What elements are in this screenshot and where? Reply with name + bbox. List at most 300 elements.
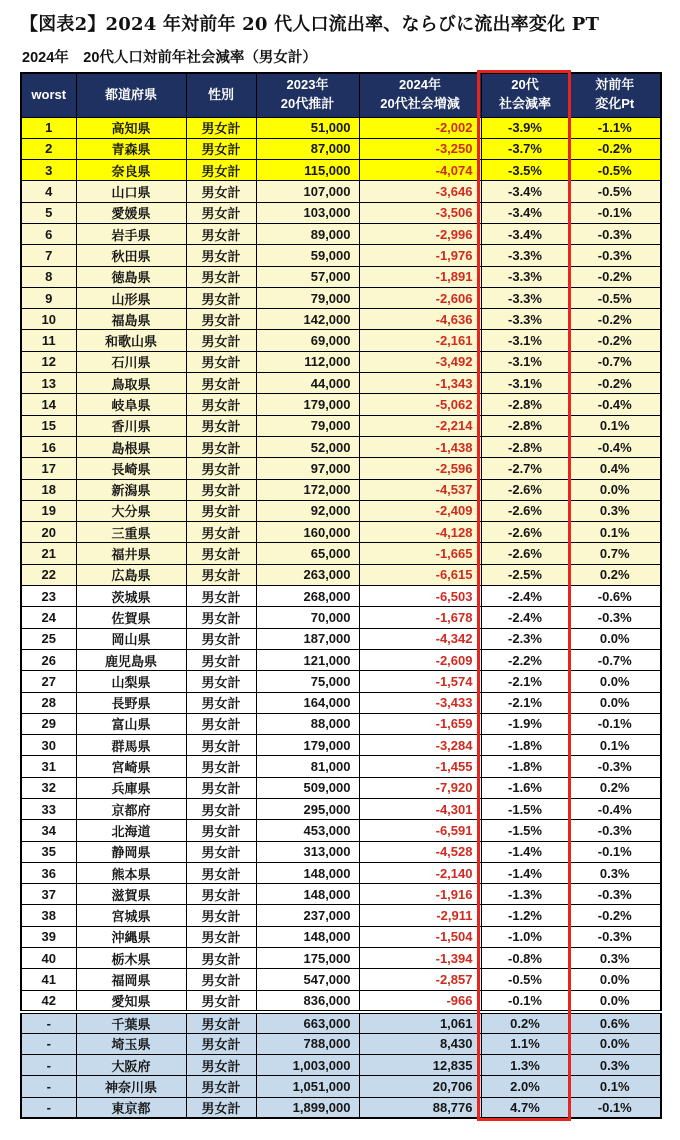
rank-cell: 28 xyxy=(21,692,76,713)
table-row xyxy=(21,373,661,394)
sex-cell: 男女計 xyxy=(186,373,256,394)
change2024-cell: -2,596 xyxy=(359,458,481,479)
pop2023-cell: 92,000 xyxy=(256,500,359,521)
pop2023-cell: 453,000 xyxy=(256,820,359,841)
prefecture-cell: 愛知県 xyxy=(76,990,186,1012)
changept-cell: -0.2% xyxy=(569,266,661,287)
prefecture-cell: 栃木県 xyxy=(76,948,186,969)
change2024-cell: -5,062 xyxy=(359,394,481,415)
rate-cell: -3.9% xyxy=(481,117,569,138)
prefecture-cell: 沖縄県 xyxy=(76,926,186,947)
rank-cell: - xyxy=(21,1054,76,1075)
change2024-cell: -6,615 xyxy=(359,564,481,585)
changept-cell: -0.1% xyxy=(569,1097,661,1118)
rank-cell: 2 xyxy=(21,138,76,159)
rate-cell: 2.0% xyxy=(481,1076,569,1097)
changept-cell: 0.1% xyxy=(569,1076,661,1097)
pop2023-cell: 97,000 xyxy=(256,458,359,479)
pop2023-cell: 115,000 xyxy=(256,160,359,181)
change2024-cell: -1,574 xyxy=(359,671,481,692)
table-row xyxy=(21,820,661,841)
rank-cell: 33 xyxy=(21,799,76,820)
pop2023-cell: 148,000 xyxy=(256,926,359,947)
table-row xyxy=(21,351,661,372)
table-row xyxy=(21,1054,661,1075)
rank-cell: 3 xyxy=(21,160,76,181)
change2024-cell: -2,606 xyxy=(359,287,481,308)
pop2023-cell: 263,000 xyxy=(256,564,359,585)
changept-cell: -0.6% xyxy=(569,586,661,607)
rank-cell: 35 xyxy=(21,841,76,862)
sex-cell: 男女計 xyxy=(186,1033,256,1054)
rank-cell: 21 xyxy=(21,543,76,564)
rank-cell: 9 xyxy=(21,287,76,308)
changept-cell: -0.5% xyxy=(569,160,661,181)
prefecture-cell: 熊本県 xyxy=(76,862,186,883)
rate-cell: -2.7% xyxy=(481,458,569,479)
table-row xyxy=(21,586,661,607)
table-row xyxy=(21,607,661,628)
sex-cell: 男女計 xyxy=(186,777,256,798)
table-row xyxy=(21,905,661,926)
prefecture-cell: 福岡県 xyxy=(76,969,186,990)
rate-cell: -1.0% xyxy=(481,926,569,947)
table-row xyxy=(21,862,661,883)
sex-cell: 男女計 xyxy=(186,926,256,947)
prefecture-cell: 北海道 xyxy=(76,820,186,841)
sex-cell: 男女計 xyxy=(186,820,256,841)
change2024-cell: -1,394 xyxy=(359,948,481,969)
sex-cell: 男女計 xyxy=(186,1054,256,1075)
table-row xyxy=(21,415,661,436)
table-row xyxy=(21,777,661,798)
rate-cell: -3.1% xyxy=(481,373,569,394)
rate-cell: -3.1% xyxy=(481,351,569,372)
header-cell-changept: 対前年 変化Pt xyxy=(569,73,661,117)
sex-cell: 男女計 xyxy=(186,564,256,585)
sex-cell: 男女計 xyxy=(186,522,256,543)
changept-cell: -0.3% xyxy=(569,820,661,841)
changept-cell: -1.1% xyxy=(569,117,661,138)
change2024-cell: 88,776 xyxy=(359,1097,481,1118)
pop2023-cell: 836,000 xyxy=(256,990,359,1012)
sex-cell: 男女計 xyxy=(186,990,256,1012)
rate-cell: -1.5% xyxy=(481,799,569,820)
changept-cell: -0.4% xyxy=(569,436,661,457)
rank-cell: 19 xyxy=(21,500,76,521)
change2024-cell: -2,996 xyxy=(359,223,481,244)
pop2023-cell: 52,000 xyxy=(256,436,359,457)
change2024-cell: -2,409 xyxy=(359,500,481,521)
prefecture-cell: 佐賀県 xyxy=(76,607,186,628)
rate-cell: -1.6% xyxy=(481,777,569,798)
changept-cell: 0.1% xyxy=(569,522,661,543)
sex-cell: 男女計 xyxy=(186,245,256,266)
pop2023-cell: 65,000 xyxy=(256,543,359,564)
change2024-cell: -3,284 xyxy=(359,735,481,756)
sex-cell: 男女計 xyxy=(186,309,256,330)
table-row xyxy=(21,692,661,713)
rank-cell: - xyxy=(21,1097,76,1118)
rank-cell: 24 xyxy=(21,607,76,628)
pop2023-cell: 160,000 xyxy=(256,522,359,543)
table-row xyxy=(21,990,661,1012)
sex-cell: 男女計 xyxy=(186,884,256,905)
changept-cell: -0.1% xyxy=(569,841,661,862)
prefecture-cell: 岐阜県 xyxy=(76,394,186,415)
rate-cell: 1.3% xyxy=(481,1054,569,1075)
rank-cell: 4 xyxy=(21,181,76,202)
rank-cell: 1 xyxy=(21,117,76,138)
changept-cell: -0.4% xyxy=(569,799,661,820)
pop2023-cell: 175,000 xyxy=(256,948,359,969)
change2024-cell: -4,074 xyxy=(359,160,481,181)
changept-cell: -0.2% xyxy=(569,330,661,351)
pop2023-cell: 148,000 xyxy=(256,884,359,905)
change2024-cell: -2,002 xyxy=(359,117,481,138)
table-row xyxy=(21,117,661,138)
sex-cell: 男女計 xyxy=(186,713,256,734)
pop2023-cell: 547,000 xyxy=(256,969,359,990)
changept-cell: 0.0% xyxy=(569,969,661,990)
changept-cell: 0.4% xyxy=(569,458,661,479)
table-row xyxy=(21,671,661,692)
table-row xyxy=(21,522,661,543)
table-wrap xyxy=(20,72,662,1119)
sex-cell: 男女計 xyxy=(186,862,256,883)
changept-cell: -0.3% xyxy=(569,756,661,777)
change2024-cell: -1,678 xyxy=(359,607,481,628)
changept-cell: -0.2% xyxy=(569,905,661,926)
rank-cell: 27 xyxy=(21,671,76,692)
prefecture-cell: 高知県 xyxy=(76,117,186,138)
table-row xyxy=(21,458,661,479)
prefecture-cell: 徳島県 xyxy=(76,266,186,287)
header-cell-worst: worst xyxy=(21,73,76,117)
sex-cell: 男女計 xyxy=(186,330,256,351)
changept-cell: -0.4% xyxy=(569,394,661,415)
prefecture-cell: 愛媛県 xyxy=(76,202,186,223)
rate-cell: -3.4% xyxy=(481,202,569,223)
rate-cell: -2.4% xyxy=(481,607,569,628)
table-row xyxy=(21,202,661,223)
sex-cell: 男女計 xyxy=(186,628,256,649)
rate-cell: -3.5% xyxy=(481,160,569,181)
sex-cell: 男女計 xyxy=(186,117,256,138)
sex-cell: 男女計 xyxy=(186,181,256,202)
rate-cell: -0.5% xyxy=(481,969,569,990)
change2024-cell: -2,214 xyxy=(359,415,481,436)
prefecture-cell: 新潟県 xyxy=(76,479,186,500)
changept-cell: 0.2% xyxy=(569,564,661,585)
prefecture-cell: 奈良県 xyxy=(76,160,186,181)
prefecture-cell: 長野県 xyxy=(76,692,186,713)
table-row xyxy=(21,969,661,990)
change2024-cell: -4,342 xyxy=(359,628,481,649)
change2024-cell: 8,430 xyxy=(359,1033,481,1054)
changept-cell: -0.3% xyxy=(569,607,661,628)
table-row xyxy=(21,436,661,457)
changept-cell: 0.0% xyxy=(569,990,661,1012)
sex-cell: 男女計 xyxy=(186,735,256,756)
change2024-cell: -3,646 xyxy=(359,181,481,202)
pop2023-cell: 59,000 xyxy=(256,245,359,266)
rank-cell: 23 xyxy=(21,586,76,607)
sex-cell: 男女計 xyxy=(186,458,256,479)
pop2023-cell: 81,000 xyxy=(256,756,359,777)
rank-cell: 42 xyxy=(21,990,76,1012)
rank-cell: 29 xyxy=(21,713,76,734)
rank-cell: 39 xyxy=(21,926,76,947)
prefecture-cell: 山口県 xyxy=(76,181,186,202)
changept-cell: -0.3% xyxy=(569,223,661,244)
table-row xyxy=(21,884,661,905)
rate-cell: -2.4% xyxy=(481,586,569,607)
changept-cell: -0.3% xyxy=(569,926,661,947)
sex-cell: 男女計 xyxy=(186,905,256,926)
changept-cell: -0.2% xyxy=(569,373,661,394)
changept-cell: 0.2% xyxy=(569,777,661,798)
sex-cell: 男女計 xyxy=(186,500,256,521)
pop2023-cell: 237,000 xyxy=(256,905,359,926)
pop2023-cell: 663,000 xyxy=(256,1012,359,1034)
changept-cell: -0.3% xyxy=(569,884,661,905)
sex-cell: 男女計 xyxy=(186,1012,256,1034)
rate-cell: -2.5% xyxy=(481,564,569,585)
table-row xyxy=(21,1097,661,1118)
rate-cell: -2.6% xyxy=(481,500,569,521)
pop2023-cell: 87,000 xyxy=(256,138,359,159)
changept-cell: 0.7% xyxy=(569,543,661,564)
change2024-cell: -3,433 xyxy=(359,692,481,713)
sex-cell: 男女計 xyxy=(186,351,256,372)
prefecture-cell: 福井県 xyxy=(76,543,186,564)
header-cell-rate: 20代 社会減率 xyxy=(481,73,569,117)
prefecture-cell: 東京都 xyxy=(76,1097,186,1118)
pop2023-cell: 148,000 xyxy=(256,862,359,883)
change2024-cell: -4,528 xyxy=(359,841,481,862)
pop2023-cell: 788,000 xyxy=(256,1033,359,1054)
sex-cell: 男女計 xyxy=(186,841,256,862)
rate-cell: -3.4% xyxy=(481,181,569,202)
changept-cell: -0.7% xyxy=(569,649,661,670)
pop2023-cell: 88,000 xyxy=(256,713,359,734)
changept-cell: 0.0% xyxy=(569,671,661,692)
table-row xyxy=(21,309,661,330)
pop2023-cell: 509,000 xyxy=(256,777,359,798)
table-row xyxy=(21,564,661,585)
change2024-cell: -2,140 xyxy=(359,862,481,883)
prefecture-cell: 青森県 xyxy=(76,138,186,159)
change2024-cell: 20,706 xyxy=(359,1076,481,1097)
pop2023-cell: 51,000 xyxy=(256,117,359,138)
change2024-cell: -2,911 xyxy=(359,905,481,926)
rate-cell: -0.1% xyxy=(481,990,569,1012)
prefecture-cell: 広島県 xyxy=(76,564,186,585)
rate-cell: -3.3% xyxy=(481,266,569,287)
pop2023-cell: 44,000 xyxy=(256,373,359,394)
changept-cell: -0.7% xyxy=(569,351,661,372)
sex-cell: 男女計 xyxy=(186,223,256,244)
pop2023-cell: 179,000 xyxy=(256,394,359,415)
sex-cell: 男女計 xyxy=(186,138,256,159)
change2024-cell: -2,857 xyxy=(359,969,481,990)
rank-cell: - xyxy=(21,1076,76,1097)
changept-cell: 0.3% xyxy=(569,500,661,521)
prefecture-cell: 滋賀県 xyxy=(76,884,186,905)
table-row xyxy=(21,500,661,521)
rank-cell: 38 xyxy=(21,905,76,926)
rate-cell: -3.3% xyxy=(481,245,569,266)
rank-cell: 12 xyxy=(21,351,76,372)
pop2023-cell: 295,000 xyxy=(256,799,359,820)
rate-cell: -1.9% xyxy=(481,713,569,734)
sex-cell: 男女計 xyxy=(186,649,256,670)
rate-cell: 4.7% xyxy=(481,1097,569,1118)
changept-cell: -0.1% xyxy=(569,202,661,223)
prefecture-cell: 埼玉県 xyxy=(76,1033,186,1054)
pop2023-cell: 172,000 xyxy=(256,479,359,500)
change2024-cell: -2,161 xyxy=(359,330,481,351)
table-row xyxy=(21,287,661,308)
changept-cell: -0.5% xyxy=(569,287,661,308)
table-row xyxy=(21,138,661,159)
rank-cell: 31 xyxy=(21,756,76,777)
rate-cell: -3.3% xyxy=(481,287,569,308)
rank-cell: 14 xyxy=(21,394,76,415)
rank-cell: 36 xyxy=(21,862,76,883)
table-body-metro xyxy=(21,1012,661,1119)
rank-cell: 8 xyxy=(21,266,76,287)
rank-cell: 6 xyxy=(21,223,76,244)
header-cell-prefecture: 都道府県 xyxy=(76,73,186,117)
change2024-cell: -1,455 xyxy=(359,756,481,777)
rank-cell: 34 xyxy=(21,820,76,841)
prefecture-cell: 和歌山県 xyxy=(76,330,186,351)
table-row xyxy=(21,713,661,734)
rank-cell: 15 xyxy=(21,415,76,436)
changept-cell: 0.0% xyxy=(569,1033,661,1054)
prefecture-cell: 山形県 xyxy=(76,287,186,308)
rate-cell: -3.1% xyxy=(481,330,569,351)
prefecture-cell: 京都府 xyxy=(76,799,186,820)
rate-cell: 0.2% xyxy=(481,1012,569,1034)
table-row xyxy=(21,160,661,181)
rate-cell: -2.8% xyxy=(481,436,569,457)
table-row xyxy=(21,649,661,670)
pop2023-cell: 268,000 xyxy=(256,586,359,607)
prefecture-cell: 岡山県 xyxy=(76,628,186,649)
sex-cell: 男女計 xyxy=(186,671,256,692)
change2024-cell: -1,504 xyxy=(359,926,481,947)
rank-cell: 40 xyxy=(21,948,76,969)
table-row xyxy=(21,266,661,287)
pop2023-cell: 1,003,000 xyxy=(256,1054,359,1075)
prefecture-cell: 神奈川県 xyxy=(76,1076,186,1097)
prefecture-cell: 茨城県 xyxy=(76,586,186,607)
pop2023-cell: 179,000 xyxy=(256,735,359,756)
rate-cell: -2.2% xyxy=(481,649,569,670)
header-cell-change2024: 2024年 20代社会増減 xyxy=(359,73,481,117)
rank-cell: 16 xyxy=(21,436,76,457)
changept-cell: 0.3% xyxy=(569,1054,661,1075)
table-row xyxy=(21,1012,661,1034)
change2024-cell: -1,891 xyxy=(359,266,481,287)
rank-cell: - xyxy=(21,1033,76,1054)
prefecture-cell: 静岡県 xyxy=(76,841,186,862)
prefecture-cell: 岩手県 xyxy=(76,223,186,244)
rate-cell: -3.4% xyxy=(481,223,569,244)
prefecture-cell: 大分県 xyxy=(76,500,186,521)
sex-cell: 男女計 xyxy=(186,436,256,457)
changept-cell: 0.3% xyxy=(569,948,661,969)
changept-cell: -0.2% xyxy=(569,138,661,159)
change2024-cell: -4,301 xyxy=(359,799,481,820)
rate-cell: -3.3% xyxy=(481,309,569,330)
sex-cell: 男女計 xyxy=(186,160,256,181)
rank-cell: 25 xyxy=(21,628,76,649)
pop2023-cell: 79,000 xyxy=(256,415,359,436)
changept-cell: 0.0% xyxy=(569,628,661,649)
change2024-cell: -7,920 xyxy=(359,777,481,798)
pop2023-cell: 79,000 xyxy=(256,287,359,308)
sex-cell: 男女計 xyxy=(186,543,256,564)
change2024-cell: -1,343 xyxy=(359,373,481,394)
header-cell-pop2023: 2023年 20代推計 xyxy=(256,73,359,117)
prefecture-table xyxy=(20,72,662,1119)
changept-cell: 0.6% xyxy=(569,1012,661,1034)
prefecture-cell: 福島県 xyxy=(76,309,186,330)
pop2023-cell: 164,000 xyxy=(256,692,359,713)
changept-cell: 0.0% xyxy=(569,692,661,713)
rank-cell: 13 xyxy=(21,373,76,394)
changept-cell: 0.1% xyxy=(569,415,661,436)
sex-cell: 男女計 xyxy=(186,692,256,713)
prefecture-cell: 島根県 xyxy=(76,436,186,457)
table-row xyxy=(21,223,661,244)
rate-cell: -1.3% xyxy=(481,884,569,905)
rank-cell: 30 xyxy=(21,735,76,756)
rate-cell: -2.1% xyxy=(481,692,569,713)
pop2023-cell: 187,000 xyxy=(256,628,359,649)
changept-cell: 0.1% xyxy=(569,735,661,756)
table-row xyxy=(21,628,661,649)
sex-cell: 男女計 xyxy=(186,202,256,223)
rate-cell: -1.4% xyxy=(481,862,569,883)
prefecture-cell: 石川県 xyxy=(76,351,186,372)
rank-cell: 7 xyxy=(21,245,76,266)
rate-cell: 1.1% xyxy=(481,1033,569,1054)
rate-cell: -2.8% xyxy=(481,415,569,436)
rank-cell: 22 xyxy=(21,564,76,585)
change2024-cell: -966 xyxy=(359,990,481,1012)
pop2023-cell: 313,000 xyxy=(256,841,359,862)
sex-cell: 男女計 xyxy=(186,287,256,308)
pop2023-cell: 103,000 xyxy=(256,202,359,223)
table-row xyxy=(21,330,661,351)
change2024-cell: -3,492 xyxy=(359,351,481,372)
table-row xyxy=(21,948,661,969)
changept-cell: -0.1% xyxy=(569,713,661,734)
sex-cell: 男女計 xyxy=(186,479,256,500)
rate-cell: -1.8% xyxy=(481,735,569,756)
change2024-cell: -3,250 xyxy=(359,138,481,159)
pop2023-cell: 75,000 xyxy=(256,671,359,692)
changept-cell: -0.5% xyxy=(569,181,661,202)
sex-cell: 男女計 xyxy=(186,607,256,628)
changept-cell: -0.3% xyxy=(569,245,661,266)
rank-cell: 5 xyxy=(21,202,76,223)
